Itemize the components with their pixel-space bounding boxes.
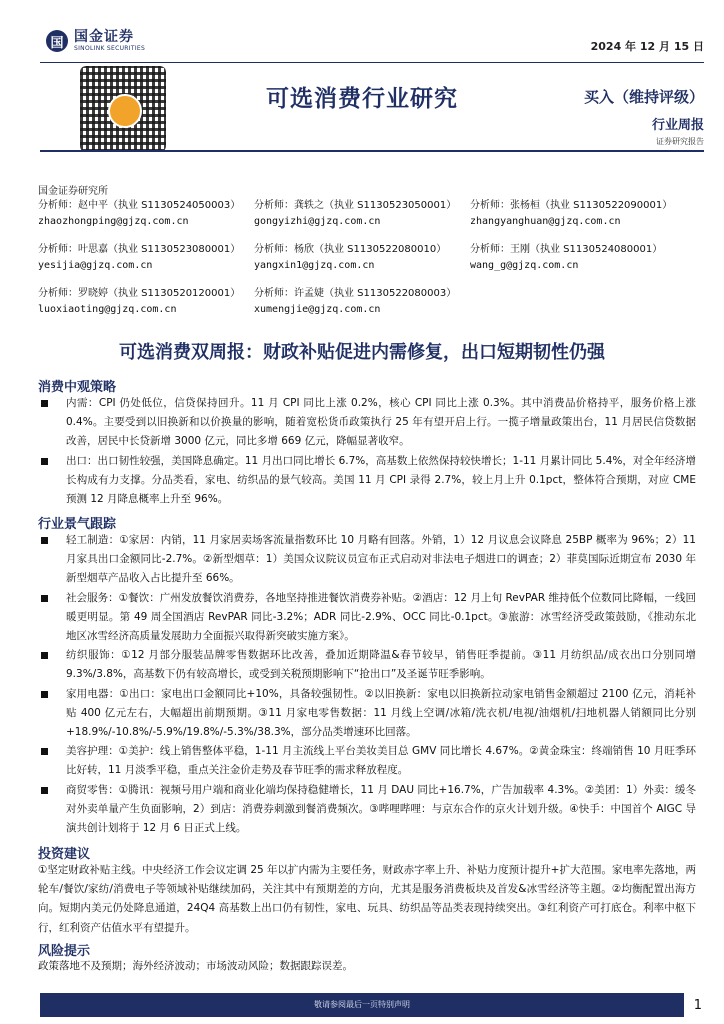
report-subtitle: 可选消费双周报：财政补贴促进内需修复，出口短期韧性仍强 bbox=[119, 342, 605, 363]
analyst-line: 分析师：赵中平（执业 S1130524050003） bbox=[38, 200, 241, 211]
analyst-email[interactable]: yangxin1@gjzq.com.cn bbox=[254, 260, 375, 271]
analyst-block bbox=[254, 198, 456, 230]
brand-name-cn: 国金证券 bbox=[74, 29, 134, 45]
report-title: 可选消费行业研究 bbox=[266, 86, 458, 112]
section-title-risk: 风险提示 bbox=[38, 944, 91, 959]
list-item: 出口：出口韧性较强，美国降息确定。11 月出口同比增长 6.7%，高基数上依然保持较快增长；1-11 月累计同比 5.4%，对全年经济增长构成有力支撑。分品类看，家电、纺织品的景气较高。美国 11 月 CPI 录得 2.7%，较上月上升 0.1pct，整体符合预期，对应 CME 预测 12 月降息概率上升至 96%。 bbox=[38, 452, 696, 510]
invest-text: ①坚定财政补贴主线。中央经济工作会议定调 25 年以扩内需为主要任务，财政赤字率上升、补贴力度预计提升+扩大范围。家电率先落地，两轮车/餐饮/家纺/消费电子等领域补贴继续加码，关注其中有预期差的方向，尤其是服务消费板块及首发&冰雪经济等主题。②均衡配置出海方向。短期内美元仍处降息通道，24Q4 高基数上出口仍有韧性，家电、玩具、纺织品等品类表现持续突出。③红利资产可打底仓。利率中枢下行，红利资产估值水平有望提升。 bbox=[38, 864, 696, 934]
analyst-email[interactable]: zhaozhongping@gjzq.com.cn bbox=[38, 216, 189, 227]
analyst-line: 分析师：龚轶之（执业 S1130523050001） bbox=[254, 200, 457, 211]
analyst-block bbox=[38, 286, 240, 318]
page-number: 1 bbox=[693, 998, 702, 1013]
analyst-email[interactable]: wang_g@gjzq.com.cn bbox=[470, 260, 579, 271]
top-divider bbox=[40, 62, 704, 63]
brand-name-en: SINOLINK SECURITIES bbox=[74, 45, 146, 52]
list-item: 商贸零售：①腾讯：视频号用户端和商业化端均保持稳健增长，11 月 DAU 同比+16.7%，广告加载率 4.3%。②美团：1）外卖：缓冬对外卖单量产生负面影响，2）到店：消费券刺激到餐消费频次。③哔哩哔哩：与京东合作的京火计划升级。④快手：中国首个 AIGC 导演共创计划将于 12 月 6 日正式上线。 bbox=[38, 781, 696, 839]
analyst-block bbox=[254, 242, 446, 274]
analyst-email[interactable]: luoxiaoting@gjzq.com.cn bbox=[38, 304, 177, 315]
analyst-block bbox=[38, 242, 240, 274]
analyst-block bbox=[38, 198, 240, 230]
report-date: 2024 年 12 月 15 日 bbox=[590, 40, 704, 53]
report-series: 证券研究报告 bbox=[656, 137, 704, 146]
logo-mark: 国 bbox=[46, 30, 68, 52]
macro-list bbox=[38, 394, 696, 509]
institute-name: 国金证券研究所 bbox=[38, 186, 108, 197]
analyst-line: 分析师：叶思嘉（执业 S1130523080001） bbox=[38, 244, 241, 255]
analyst-block bbox=[470, 242, 662, 274]
section-title-invest: 投资建议 bbox=[38, 847, 91, 862]
analyst-email[interactable]: yesijia@gjzq.com.cn bbox=[38, 260, 153, 271]
rating: 买入（维持评级） bbox=[583, 88, 704, 106]
header-divider bbox=[40, 150, 704, 152]
analyst-email[interactable]: gongyizhi@gjzq.com.cn bbox=[254, 216, 381, 227]
analyst-line: 分析师：许孟婕（执业 S1130522080003） bbox=[254, 288, 457, 299]
section-title-macro: 消费中观策略 bbox=[38, 380, 117, 395]
industry-list bbox=[38, 531, 696, 838]
list-item: 内需：CPI 仍处低位，信贷保持回升。11 月 CPI 同比上涨 0.2%，核心 CPI 同比上涨 0.3%。其中消费品价格持平，服务价格上涨 0.4%。主要受到以旧换新和以价换量的影响，随着宽松货币政策执行 25 年有望开启上行。一揽子增量政策出台，11 月居民信贷数据改善，居民中长贷新增 3000 亿元，同比多增 669 亿元，降幅显著收窄。 bbox=[38, 394, 696, 452]
brand-logo bbox=[46, 30, 145, 52]
analyst-email[interactable]: xumengjie@gjzq.com.cn bbox=[254, 304, 381, 315]
list-item: 家用电器：①出口：家电出口金额同比+10%，具备较强韧性。②以旧换新：家电以旧换新拉动家电销售金额超过 2100 亿元，消耗补贴 400 亿元左右，大幅超出前期预期。③11 月家电零售数据：11 月线上空调/冰箱/洗衣机/电视/油烟机/扫地机器人销额同比分别+18.9%/-10.8%/-5.9%/19.8%/-5.3%/38.3%，部分品类增速环比回落。 bbox=[38, 685, 696, 743]
list-item: 轻工制造：①家居：内销，11 月家居卖场客流量指数环比 10 月略有回落。外销，1）12 月议息会议降息 25BP 概率为 96%；2）11 月家具出口金额同比-2.7%。②新型烟草：1）美国众议院议员宣布正式启动对非法电子烟进口的调查；2）菲莫国际近期宣布 2030 年新型烟草产品收入占比提升至 66%。 bbox=[38, 531, 696, 589]
section-title-industry: 行业景气跟踪 bbox=[38, 517, 117, 532]
analyst-line: 分析师：张杨桓（执业 S1130522090001） bbox=[470, 200, 673, 211]
list-item: 社会服务：①餐饮：广州发放餐饮消费券，各地坚持推进餐饮消费券补贴。②酒店：12 月上旬 RevPAR 维持低个位数同比降幅，一线回暖更明显。第 49 周全国酒店 RevPAR 同比-3.2%；ADR 同比-2.9%、OCC 同比-0.1pct。③旅游：冰雪经济受政策鼓励，《推动东北地区冰雪经济高质量发展助力全面振兴取得新突破实施方案》。 bbox=[38, 589, 696, 647]
list-item: 美容护理：①美护：线上销售整体平稳，1-11 月主流线上平台美妆美目总 GMV 同比增长 4.67%。②黄金珠宝：终端销售 10 月旺季环比好转，11 月淡季平稳，重点关注金价走势及春节旺季的需求释放程度。 bbox=[38, 742, 696, 780]
footer-disclaimer: 敬请参阅最后一页特别声明 bbox=[314, 1000, 410, 1009]
analyst-line: 分析师：王刚（执业 S1130524080001） bbox=[470, 244, 663, 255]
analyst-line: 分析师：杨欣（执业 S1130522080010） bbox=[254, 244, 447, 255]
list-item: 纺织服饰：①12 月部分服装品牌零售数据环比改善，叠加近期降温&春节较早，销售旺季提前。③11 月纺织品/成衣出口分别同增 9.3%/3.8%，高基数下仍有较高增长，或受到关税预期影响下“抢出口”及圣诞节旺季影响。 bbox=[38, 646, 696, 684]
risk-text: 政策落地不及预期；海外经济波动；市场波动风险；数据跟踪误差。 bbox=[38, 960, 353, 972]
analyst-email[interactable]: zhangyanghuan@gjzq.com.cn bbox=[470, 216, 621, 227]
analyst-block bbox=[254, 286, 456, 318]
report-type: 行业周报 bbox=[651, 118, 704, 133]
analyst-line: 分析师：罗晓婷（执业 S1130520120001） bbox=[38, 288, 241, 299]
analyst-block bbox=[470, 198, 672, 230]
